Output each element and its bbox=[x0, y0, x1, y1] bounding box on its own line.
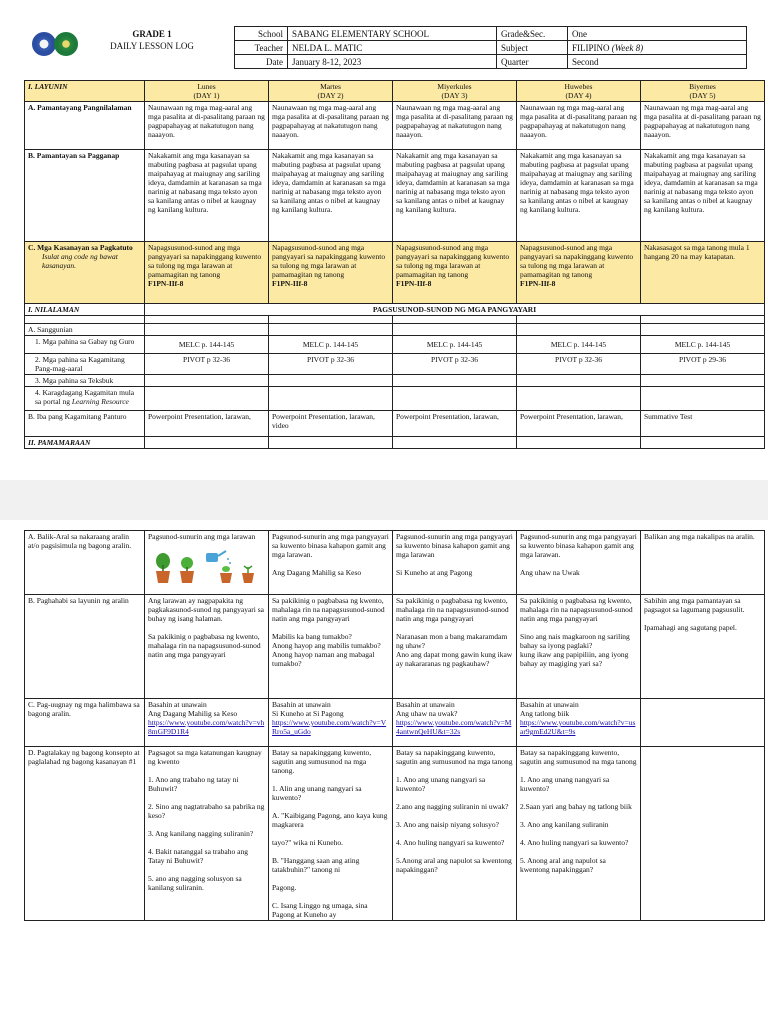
balik-aral-row bbox=[25, 531, 765, 595]
table-cell: Powerpoint Presentation, larawan, video bbox=[269, 411, 393, 437]
table-cell bbox=[145, 531, 269, 595]
plant-pot-icon bbox=[156, 553, 170, 583]
date-label: Date bbox=[235, 55, 288, 69]
table-cell: Sa pakikinig o pagbabasa ng kwento, mahalaga rin na napagsusunod-sunod natin ang mga pangyayari Mabilis ka bang tumakbo? Anong hayop ang mabilis tumakbo? Anong hayop naman ang mabagal tumakbo? bbox=[269, 595, 393, 699]
kagamitang-pang-mag-aaral-row bbox=[25, 354, 765, 375]
row-label: 2. Mga pahina sa Kagamitang Pang-mag-aaral bbox=[25, 354, 145, 375]
row-label: 3. Mga pahina sa Teksbuk bbox=[25, 375, 145, 387]
table-cell: Nakakamit ang mga kasanayan sa mabuting pagbasa at pagsulat upang maipahayag at maiugnay ang sariling ideya, damdamin at karanasan sa mga narinig at nabasang mga teksto ayon sa kanilang antas o nibel at kaugnay ng kanilang kultura. bbox=[269, 150, 393, 242]
table-cell: Batay sa napakinggang kuwento, sagutin ang sumusunod na mga tanong. 1. Alin ang unang nangyari sa kuwento? A. "Kaibigang Pagong, ano kaya kung magkarera tayo?" wika ni Kuneho. B. "Hanggang saan ang ating tatakbuhin?" tanong ni Pagong. C. Isang Linggo ng umaga, sina Pagong at Kuneho ay bbox=[269, 747, 393, 921]
pamamaraan-heading: II. PAMAMARAAN bbox=[25, 437, 145, 449]
nilalaman-heading: I. NILALAMAN bbox=[25, 304, 145, 316]
deped-seal-icon bbox=[32, 32, 56, 56]
day-header: Biyernes (DAY 5) bbox=[641, 81, 765, 102]
kasanayan-row bbox=[25, 242, 765, 304]
row-label: A. Pamantayang Pangnilalaman bbox=[25, 102, 145, 150]
days-header-row bbox=[25, 81, 765, 102]
table-cell: Basahin at unawain Ang Dagang Mahilig sa Keso https://www.youtube.com/watch?v=vh8mGF9D1R4 bbox=[145, 699, 269, 747]
table-cell: Nakakamit ang mga kasanayan sa mabuting pagbasa at pagsulat upang maipahayag at maiugnay ang sariling ideya, damdamin at karanasan sa mga narinig at nabasang mga teksto ayon sa kanilang antas o nibel at kaugnay ng kanilang kultura. bbox=[641, 150, 765, 242]
school-seal-icon bbox=[54, 32, 78, 56]
table-cell: Napagsusunod-sunod ang mga pangyayari sa napakinggang kuwento sa tulong ng mga larawan at pamamagitan ng tanong F1PN-IIf-8 bbox=[145, 242, 269, 304]
row-label: C. Pag-uugnay ng mga halimbawa sa bagong aralin. bbox=[25, 699, 145, 747]
grade-label: GRADE 1 bbox=[132, 29, 172, 39]
table-cell: Powerpoint Presentation, larawan, bbox=[517, 411, 641, 437]
table-cell: Nakasasagot sa mga tanong mula 1 hangang 20 na may katapatan. bbox=[641, 242, 765, 304]
watering-can-icon bbox=[206, 551, 231, 564]
table-cell: Balikan ang mga nakalipas na aralin. bbox=[641, 531, 765, 595]
iba-pang-kagamitan-row bbox=[25, 411, 765, 437]
table-cell: Batay sa napakinggang kuwento, sagutin ang sumusunod na mga tanong 1. Ano ang unang nangyari sa kuwento? 2.Saan yari ang bahay ng tatlong biik 3. Ano ang kanilang suliranin 4. Ano huling nangyari sa kuwento? 5. Anong aral ang napulot sa kwentong napakinggan? bbox=[517, 747, 641, 921]
grade-sec-label: Grade&Sec. bbox=[497, 27, 568, 41]
plant-growth-illustration bbox=[150, 545, 262, 585]
table-cell: PIVOT p 32-36 bbox=[393, 354, 517, 375]
header bbox=[24, 26, 764, 70]
video-link[interactable]: https://www.youtube.com/watch?v=usar9gmEd2U&t=9s bbox=[520, 718, 636, 736]
table-cell: Basahin at unawain Si Kuneho at Si Pagong https://www.youtube.com/watch?v=VRro5a_uGdo bbox=[269, 699, 393, 747]
table-cell: MELC p. 144-145 bbox=[145, 336, 269, 354]
day-header: Huwebes (DAY 4) bbox=[517, 81, 641, 102]
table-cell: Naunawaan ng mga mag-aaral ang mga pasalita at di-pasalitang paraan ng pagpapahayag at nakatutugon nang naaayon. bbox=[641, 102, 765, 150]
table-cell: PIVOT p 32-36 bbox=[145, 354, 269, 375]
table-cell: PIVOT p 29-36 bbox=[641, 354, 765, 375]
table-cell: Naunawaan ng mga mag-aaral ang mga pasalita at di-pasalitang paraan ng pagpapahayag at nakatutugon nang naaayon. bbox=[393, 102, 517, 150]
header-info-table bbox=[234, 26, 747, 69]
kasanayan-label: C. Mga Kasanayan sa Pagkatuto bbox=[28, 243, 133, 252]
paghahabi-row bbox=[25, 595, 765, 699]
table-cell: Batay sa napakinggang kuwento, sagutin ang sumusunod na mga tanong 1. Ano ang unang nangyari sa kuwento? 2.ano ang nagging suliranin ni uwak? 3. Ano ang naisip niyang solusyo? 4. Ano huling nangyari sa kuwento? 5.Anong aral ang napulot sa kwentong napakinggan? bbox=[393, 747, 517, 921]
nilalaman-row bbox=[25, 304, 765, 316]
table-cell: Basahin at unawain Ang tatlong biik https://www.youtube.com/watch?v=usar9gmEd2U&t=9s bbox=[517, 699, 641, 747]
row-label: B. Iba pang Kagamitang Panturo bbox=[25, 411, 145, 437]
table-cell: Nakakamit ang mga kasanayan sa mabuting pagbasa at pagsulat upang maipahayag at maiugnay ang sariling ideya, damdamin at karanasan sa mga narinig at nabasang mga teksto ayon sa kanilang antas o nibel at kaugnay ng kanilang kultura. bbox=[145, 150, 269, 242]
row-label: D. Pagtalakay ng bagong konsepto at paglalahad ng bagong kasanayan #1 bbox=[25, 747, 145, 921]
table-cell: Naunawaan ng mga mag-aaral ang mga pasalita at di-pasalitang paraan ng pagpapahayag at nakatutugon nang naaayon. bbox=[517, 102, 641, 150]
day-header: Miyerkules (DAY 3) bbox=[393, 81, 517, 102]
subject-label: Subject bbox=[497, 41, 568, 55]
table-cell: MELC p. 144-145 bbox=[393, 336, 517, 354]
table-cell: Pagsunod-sunurin ang mga pangyayari sa kuwento binasa kahapon gamit ang mga larawan Si Kuneho at ang Pagong bbox=[393, 531, 517, 595]
table-cell: Sabihin ang mga pamantayan sa pagsagot sa lagumang pagsusulit. Ipamahagi ang sagutang papel. bbox=[641, 595, 765, 699]
table-cell: Sa pakikinig o pagbabasa ng kwento, mahalaga rin na napagsusunod-sunod natin ang mga pangyayari Naranasan mon a bang makaramdam ng uhaw? Ano ang dapat mong gawin kung ikaw ay nakararanas ng pagkauhaw? bbox=[393, 595, 517, 699]
table-cell: Napagsusunod-sunod ang mga pangyayari sa napakinggang kuwento sa tulong ng mga larawan at pamamagitan ng tanong F1PN-IIf-8 bbox=[269, 242, 393, 304]
gabay-guro-row bbox=[25, 336, 765, 354]
row-label: A. Balik-Aral sa nakaraang aralin at/o pagsisimula ng bagong aralin. bbox=[25, 531, 145, 595]
lesson-log-page-2 bbox=[0, 520, 768, 1024]
table-cell: Powerpoint Presentation, larawan, bbox=[393, 411, 517, 437]
row-label: 4. Karagdagang Kagamitan mula sa portal ng Learning Resource bbox=[25, 387, 145, 411]
nilalaman-content: PAGSUSUNOD-SUNOD NG MGA PANGYAYARI bbox=[145, 304, 765, 316]
table-cell: Powerpoint Presentation, larawan, bbox=[145, 411, 269, 437]
school-label: School bbox=[235, 27, 288, 41]
table-cell: Sa pakikinig o pagbabasa ng kwento, mahalaga rin na napagsusunod-sunod natin ang mga pangyayari Sino ang nais magkaroon ng sariling bahay sa iyong paglaki? kung ikaw ang papipiliin, ang iyong bahay ay magiging yari sa? bbox=[517, 595, 641, 699]
pagtalakay-row bbox=[25, 747, 765, 921]
teacher-value: NELDA L. MATIC bbox=[288, 41, 497, 55]
row-label: 1. Mga pahina sa Gabay ng Guro bbox=[25, 336, 145, 354]
day-header: Lunes (DAY 1) bbox=[145, 81, 269, 102]
row-label: B. Paghahabi sa layunin ng aralin bbox=[25, 595, 145, 699]
table-cell: MELC p. 144-145 bbox=[269, 336, 393, 354]
spacer-row bbox=[25, 316, 765, 324]
table-cell bbox=[641, 747, 765, 921]
quarter-value: Second bbox=[568, 55, 747, 69]
row-label: A. Sanggunian bbox=[25, 324, 145, 336]
table-cell: Pagsunod-sunurin ang mga pangyayari sa kuwento binasa kahapon gamit ang mga larawan. Ang Dagang Mahilig sa Keso bbox=[269, 531, 393, 595]
pamantayan-pagganap-row bbox=[25, 150, 765, 242]
table-cell: Naunawaan ng mga mag-aaral ang mga pasalita at di-pasalitang paraan ng pagpapahayag at nakatutugon nang naaayon. bbox=[145, 102, 269, 150]
table-cell: Naunawaan ng mga mag-aaral ang mga pasalita at di-pasalitang paraan ng pagpapahayag at nakatutugon nang naaayon. bbox=[269, 102, 393, 150]
table-cell: Ang larawan ay nagpapakita ng pagkakasunod-sunod ng pangyayari sa buhay ng isang halaman. Sa pakikinig o pagbabasa ng kwento, mahalaga rin na napagsusunod-sunod natin ang mga pangyayari bbox=[145, 595, 269, 699]
date-value: January 8-12, 2023 bbox=[288, 55, 497, 69]
subject-value bbox=[568, 41, 747, 55]
subject-name: FILIPINO bbox=[572, 42, 610, 53]
table-cell: PIVOT p 32-36 bbox=[269, 354, 393, 375]
plant-pot-icon bbox=[180, 557, 194, 583]
lesson-log-page-1 bbox=[0, 0, 768, 480]
day-header: Martes (DAY 2) bbox=[269, 81, 393, 102]
pamantayang-pangnilalaman-row bbox=[25, 102, 765, 150]
header-title bbox=[82, 28, 222, 52]
video-link[interactable]: https://www.youtube.com/watch?v=M4antwnQeHU&t=32s bbox=[396, 718, 512, 736]
table-cell: PIVOT p 32-36 bbox=[517, 354, 641, 375]
plant-pot-icon bbox=[242, 566, 254, 583]
pag-uugnay-row bbox=[25, 699, 765, 747]
table-cell: Basahin at unawain Ang uhaw na uwak? https://www.youtube.com/watch?v=M4antwnQeHU&t=32s bbox=[393, 699, 517, 747]
table-cell: Nakakamit ang mga kasanayan sa mabuting pagbasa at pagsulat upang maipahayag at maiugnay ang sariling ideya, damdamin at karanasan sa mga narinig at nabasang mga teksto ayon sa kanilang antas o nibel at kaugnay ng kanilang kultura. bbox=[517, 150, 641, 242]
table-cell: Summative Test bbox=[641, 411, 765, 437]
karagdagang-kagamitan-row bbox=[25, 387, 765, 411]
table-cell: Napagsusunod-sunod ang mga pangyayari sa napakinggang kuwento sa tulong ng mga larawan at pamamagitan ng tanong F1PN-IIf-8 bbox=[517, 242, 641, 304]
table-cell: Napagsusunod-sunod ang mga pangyayari sa napakinggang kuwento sa tulong ng mga larawan at pamamagitan ng tanong F1PN-IIf-8 bbox=[393, 242, 517, 304]
sanggunian-row bbox=[25, 324, 765, 336]
row-label bbox=[25, 242, 145, 304]
school-value: SABANG ELEMENTARY SCHOOL bbox=[288, 27, 497, 41]
plant-pot-icon bbox=[220, 566, 232, 583]
video-link[interactable]: https://www.youtube.com/watch?v=vh8mGF9D1R4 bbox=[148, 718, 265, 736]
row-label: B. Pamantayan sa Pagganap bbox=[25, 150, 145, 242]
pamamaraan-row bbox=[25, 437, 765, 449]
video-link[interactable]: https://www.youtube.com/watch?v=VRro5a_uGdo bbox=[272, 718, 387, 736]
grade-sec-value: One bbox=[568, 27, 747, 41]
table-cell: Pagsunod-sunurin ang mga pangyayari sa kuwento binasa kahapon gamit ang mga larawan. Ang uhaw na Uwak bbox=[517, 531, 641, 595]
layunin-heading: I. LAYUNIN bbox=[25, 81, 145, 102]
teksbuk-row bbox=[25, 375, 765, 387]
cell-text: Pagsunod-sunurin ang mga larawan bbox=[148, 532, 256, 541]
table-cell: MELC p. 144-145 bbox=[517, 336, 641, 354]
subject-week: (Week 8) bbox=[611, 42, 644, 53]
page-gap bbox=[0, 480, 768, 520]
table-cell: Pagsagot sa mga katanungan kaugnay ng kwento 1. Ano ang trabaho ng tatay ni Buhuwit? 2. Sino ang nagtatrabaho sa pabrika ng keso? 3. Ang kanilang nagging suliranin? 4. Bakit natanggal sa trabaho ang Tatay ni Buhuwit? 5. ano ang nagging solusyon sa kanilang suliranin. bbox=[145, 747, 269, 921]
table-cell: Nakakamit ang mga kasanayan sa mabuting pagbasa at pagsulat upang maipahayag at maiugnay ang sariling ideya, damdamin at karanasan sa mga narinig at nabasang mga teksto ayon sa kanilang antas o nibel at kaugnay ng kanilang kultura. bbox=[393, 150, 517, 242]
lesson-table-2 bbox=[24, 530, 765, 921]
quarter-label: Quarter bbox=[497, 55, 568, 69]
teacher-label: Teacher bbox=[235, 41, 288, 55]
table-cell: MELC p. 144-145 bbox=[641, 336, 765, 354]
lesson-table-1 bbox=[24, 80, 765, 449]
dll-label: DAILY LESSON LOG bbox=[110, 41, 194, 51]
kasanayan-note: Isulat ang code ng bawat kasanayan. bbox=[42, 252, 118, 270]
table-cell bbox=[641, 699, 765, 747]
